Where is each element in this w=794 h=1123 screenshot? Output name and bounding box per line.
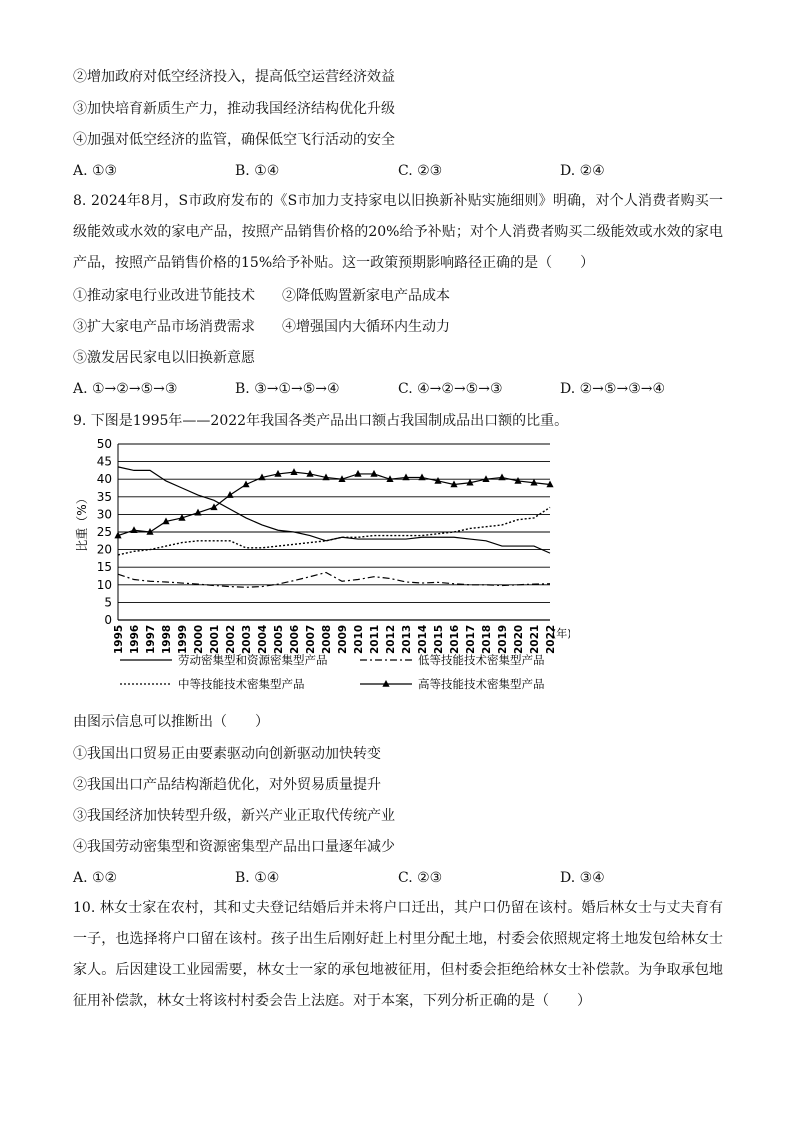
y-tick-label: 35 [96,489,112,504]
q8-option-a[interactable]: A. ①→②→⑤→③ [73,381,178,397]
q7-item-4: ④加强对低空经济的监管，确保低空飞行活动的安全 [73,132,395,148]
y-axis-label: 比重（%） [75,492,89,552]
x-tick-label: 2007 [305,624,317,654]
x-tick-label: 2002 [225,624,237,654]
q8-option-c[interactable]: C. ④→②→⑤→③ [398,381,503,397]
x-tick-label: 2016 [449,624,461,654]
data-point-marker [418,473,425,480]
q8-item-1: ①推动家电行业改进节能技术 [73,288,255,304]
q8-option-d[interactable]: D. ②→⑤→③→④ [560,381,666,397]
q9-option-a[interactable]: A. ①② [73,870,118,886]
q9-item-1: ①我国出口贸易正由要素驱动向创新驱动加快转变 [73,746,381,762]
q7-option-d[interactable]: D. ②④ [560,163,605,179]
q9-item-4: ④我国劳动密集型和资源密集型产品出口量逐年减少 [73,839,395,855]
x-tick-label: 1996 [129,624,141,654]
data-point-marker [290,468,297,475]
data-point-marker [226,491,233,498]
legend-label-4: 高等技能技术密集型产品 [418,677,545,691]
x-tick-label: 2000 [193,624,205,654]
x-tick-label: 2015 [433,624,445,654]
x-tick-label: 2014 [417,624,429,654]
q8-item-5: ⑤激发居民家电以旧换新意愿 [73,350,255,366]
y-tick-label: 20 [96,542,112,557]
x-tick-label: 2003 [241,624,253,654]
x-tick-label: 2013 [401,624,413,654]
x-tick-label: 2019 [497,624,509,654]
x-tick-label: 2022 [545,624,557,654]
data-point-marker [210,503,217,510]
q8-item-3: ③扩大家电产品市场消费需求 [73,319,255,335]
x-tick-label: 2018 [481,624,493,654]
x-tick-label: 2008 [321,624,333,654]
q7-option-a[interactable]: A. ①③ [73,163,118,179]
q9-question: 由图示信息可以推断出（ ） [73,714,269,730]
q9-option-d[interactable]: D. ③④ [560,870,605,886]
q8-stem: 8. 2024年8月，S市政府发布的《S市加力支持家电以旧换新补贴实施细则》明确，对个人消费者购买一级能效或水效的家电产品，按照产品销售价格的20%给予补贴；对个人消费者购买二级能效或水效的家电产品，按照产品销售价格的15%给予补贴。这一政策预期影响路径正确的是（ ） [73,193,723,271]
y-tick-label: 45 [96,454,112,469]
x-tick-label: 2006 [289,624,301,654]
q7-item-3: ③加快培育新质生产力，推动我国经济结构优化升级 [73,101,395,117]
x-tick-label: 2020 [513,624,525,654]
x-tick-label: 1997 [145,624,157,654]
x-tick-label: 2017 [465,624,477,654]
x-tick-label: 2010 [353,624,365,654]
q9-option-b[interactable]: B. ①④ [235,870,280,886]
q7-item-2: ②增加政府对低空经济投入，提高低空运营经济效益 [73,69,395,85]
y-tick-label: 40 [96,472,112,487]
y-tick-label: 15 [96,560,112,575]
q9-item-2: ②我国出口产品结构渐趋优化，对外贸易质量提升 [73,777,381,793]
data-point-marker [130,526,137,533]
data-point-marker [498,473,505,480]
x-tick-label: 2011 [369,624,381,654]
q7-option-c[interactable]: C. ②③ [398,163,443,179]
x-tick-label: 2001 [209,624,221,654]
q9-option-c[interactable]: C. ②③ [398,870,443,886]
q8-item-4: ④增强国内大循环内生动力 [282,319,450,335]
x-tick-label: 2004 [257,624,269,654]
q7-option-b[interactable]: B. ①④ [235,163,280,179]
x-tick-label: 2021 [529,624,541,654]
q9-stem: 9. 下图是1995年——2022年我国各类产品出口额占我国制成品出口额的比重。 [73,413,569,429]
x-axis-unit: (年) [552,627,570,640]
legend-label-1: 劳动密集型和资源密集型产品 [178,653,328,667]
y-tick-label: 25 [96,525,112,539]
data-point-marker [402,473,409,480]
legend-label-3: 中等技能技术密集型产品 [178,677,305,691]
y-tick-label: 30 [96,507,112,522]
legend-label-2: 低等技能技术密集型产品 [418,653,545,667]
x-tick-label: 1995 [113,624,125,654]
x-tick-label: 2012 [385,624,397,654]
q8-option-b[interactable]: B. ③→①→⑤→④ [235,381,340,397]
y-tick-label: 5 [104,595,112,610]
x-tick-label: 2005 [273,624,285,654]
q10-stem: 10. 林女士家在农村，其和丈夫登记结婚后并未将户口迁出，其户口仍留在该村。婚后林女士与丈夫育有一子，也选择将户口留在该村。孩子出生后刚好赶上村里分配土地，村委会依照规定将土地发包给林女士家人。后因建设工业园需要，林女士一家的承包地被征用，但村委会拒绝给林女士补偿款。为争取承包地征用补偿款，林女士将该村村委会告上法庭。对于本案，下列分析正确的是（ ） [73,900,723,1009]
y-tick-label: 0 [104,613,112,627]
export-share-chart [70,432,570,702]
x-tick-label: 2009 [337,624,349,654]
line-chart-svg [70,432,570,702]
y-tick-label: 50 [96,437,112,451]
x-tick-label: 1999 [177,624,189,654]
q9-item-3: ③我国经济加快转型升级，新兴产业正取代传统产业 [73,808,395,824]
x-tick-label: 1998 [161,624,173,654]
q8-item-2: ②降低购置新家电产品成本 [282,288,450,304]
y-tick-label: 10 [96,577,112,592]
